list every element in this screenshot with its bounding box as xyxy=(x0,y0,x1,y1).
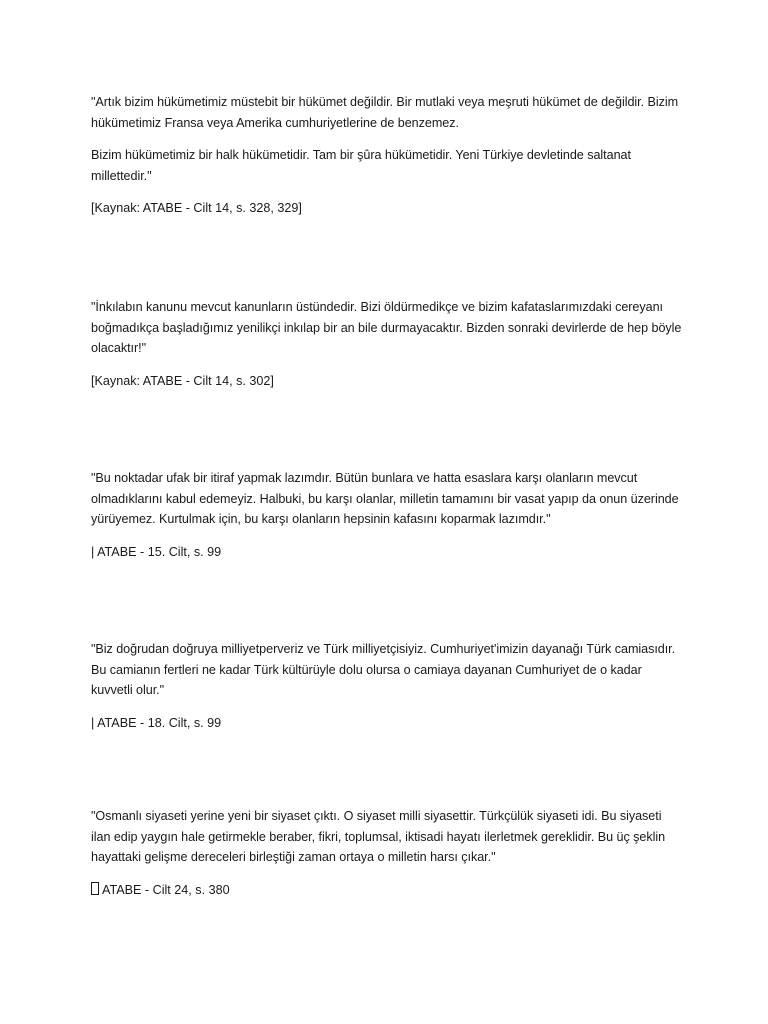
missing-glyph-box-icon xyxy=(91,882,99,895)
quote-block xyxy=(91,468,683,562)
quote-block xyxy=(91,297,683,391)
quote-source: ATABE - Cilt 24, s. 380 xyxy=(102,882,230,897)
quote-source-line xyxy=(91,880,683,901)
quote-block xyxy=(91,806,683,900)
quote-source: | ATABE - 18. Cilt, s. 99 xyxy=(91,715,222,730)
quote-source: | ATABE - 15. Cilt, s. 99 xyxy=(91,544,222,559)
quote-paragraph: "İnkılabın kanunu mevcut kanunların üstündedir. Bizi öldürmedikçe ve bizim kafataslarımızdaki cereyanı boğmadıkça başladığımız yenilikçi inkılap bir an bile durmayacaktır. Bizden sonraki devirlerde de hep böyle olacaktır!" xyxy=(91,300,682,355)
quote-paragraph: "Bu noktadar ufak bir itiraf yapmak lazımdır. Bütün bunlara ve hatta esaslara karşı olanların mevcut olmadıklarını kabul edemeyiz. Halbuki, bu karşı olanlar, milletin tamamını bir vasat yapıp da onun üzerinde yürüyemez. Kurtulmak için, bu karşı olanların hepsinin kafasını koparmak lazımdır." xyxy=(91,471,679,526)
quote-source: [Kaynak: ATABE - Cilt 14, s. 328, 329] xyxy=(91,201,302,215)
quote-paragraph: "Biz doğrudan doğruya milliyetperveriz ve Türk milliyetçisiyiz. Cumhuriyet'imizin dayanağı Türk camiasıdır. Bu camianın fertleri ne kadar Türk kültürüyle dolu olursa o camiaya dayanan Cumhuriyet de o kadar kuvvetli olur." xyxy=(91,642,676,697)
quote-paragraph: Bizim hükümetimiz bir halk hükümetidir. Tam bir şûra hükümetidir. Yeni Türkiye devletinde saltanat millettedir." xyxy=(91,148,631,183)
quote-block xyxy=(91,639,683,733)
quote-paragraph: "Osmanlı siyaseti yerine yeni bir siyaset çıktı. O siyaset milli siyasettir. Türkçülük siyaseti idi. Bu siyaseti ilan edip yaygın hale getirmekle beraber, fikri, toplumsal, iktisadi hayatı ilerletmek gereklidir. Bu üç şeklin hayattaki gelişme dereceleri birleştiği zaman ortaya o milletin harsı çıkar." xyxy=(91,809,666,864)
quote-source: [Kaynak: ATABE - Cilt 14, s. 302] xyxy=(91,373,274,388)
quote-block xyxy=(91,92,683,219)
quote-paragraph: "Artık bizim hükümetimiz müstebit bir hükümet değildir. Bir mutlaki veya meşruti hükümet de değildir. Bizim hükümetimiz Fransa veya Amerika cumhuriyetlerine de benzemez. xyxy=(91,95,679,130)
